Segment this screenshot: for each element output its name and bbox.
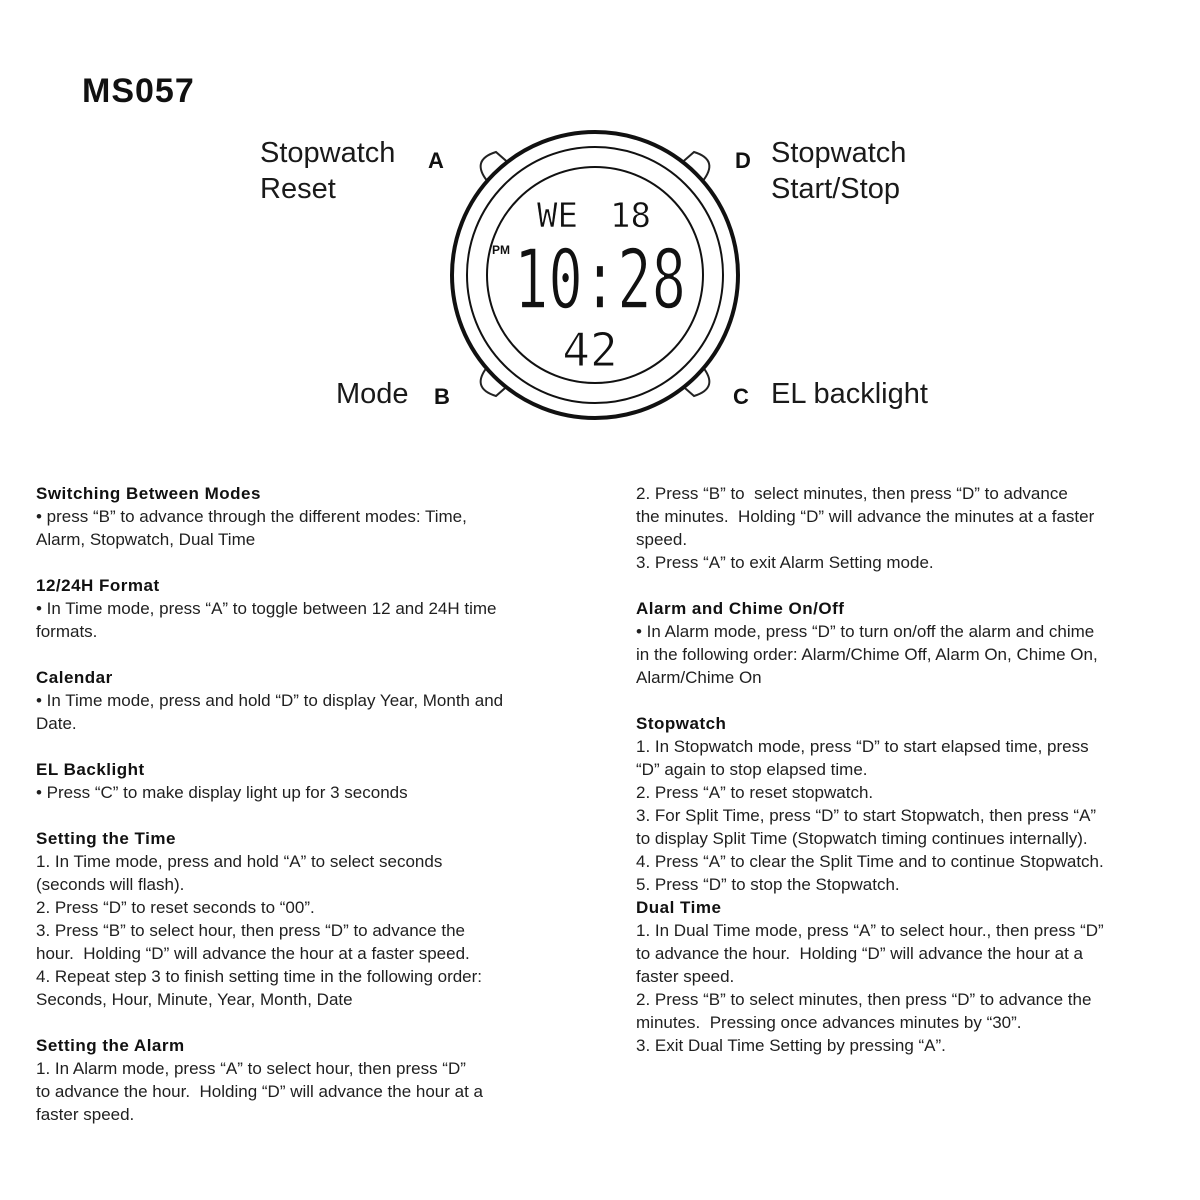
instruction-line: 3. Press “B” to select hour, then press “D” to advance the xyxy=(36,921,465,940)
watch-diagram xyxy=(440,130,750,420)
section-title: Setting the Time xyxy=(36,829,176,848)
instruction-line: 3. Exit Dual Time Setting by pressing “A”. xyxy=(636,1036,946,1055)
button-d-letter: D xyxy=(735,148,751,173)
instruction-line: to advance the hour. Holding “D” will advance the hour at a xyxy=(36,1082,483,1101)
button-d-label-line1: Stopwatch xyxy=(771,137,907,169)
instruction-line: formats. xyxy=(36,622,98,641)
button-d-label xyxy=(771,135,906,207)
instruction-line: 4. Press “A” to clear the Split Time and to continue Stopwatch. xyxy=(636,852,1104,871)
instruction-line: 1. In Dual Time mode, press “A” to select hour., then press “D” xyxy=(636,921,1104,940)
display-time: 10:28 xyxy=(514,233,686,328)
instruction-line: “D” again to stop elapsed time. xyxy=(636,760,868,779)
instruction-section xyxy=(36,666,576,735)
section-title: Calendar xyxy=(36,668,113,687)
instruction-section xyxy=(36,1034,576,1126)
instructions-left-column xyxy=(36,482,576,1149)
instruction-line: 2. Press “D” to reset seconds to “00”. xyxy=(36,898,315,917)
instruction-line: 1. In Stopwatch mode, press “D” to start elapsed time, press xyxy=(636,737,1089,756)
button-d-label-line2: Start/Stop xyxy=(771,173,900,205)
instruction-line: the minutes. Holding “D” will advance the minutes at a faster xyxy=(636,507,1095,526)
instruction-section xyxy=(636,896,1176,1057)
instruction-section xyxy=(36,827,576,1011)
instruction-line: faster speed. xyxy=(636,967,735,986)
instruction-line: 4. Repeat step 3 to finish setting time in the following order: xyxy=(36,967,483,986)
instruction-line: hour. Holding “D” will advance the hour at a faster speed. xyxy=(36,944,470,963)
instructions-right-column xyxy=(636,482,1176,1080)
display-date: 18 xyxy=(610,196,651,236)
instruction-line: Date. xyxy=(36,714,77,733)
instruction-line: minutes. Pressing once advances minutes by “30”. xyxy=(636,1013,1022,1032)
instruction-line: • In Alarm mode, press “D” to turn on/off the alarm and chime xyxy=(636,622,1095,641)
section-title: Setting the Alarm xyxy=(36,1036,185,1055)
button-a-label-line1: Stopwatch xyxy=(260,137,396,169)
instruction-line: • Press “C” to make display light up for 3 seconds xyxy=(36,783,408,802)
button-a-label xyxy=(260,135,395,207)
instruction-section xyxy=(36,758,576,804)
button-c-label: EL backlight xyxy=(771,378,928,410)
instruction-line: Alarm, Stopwatch, Dual Time xyxy=(36,530,256,549)
instruction-line: 5. Press “D” to stop the Stopwatch. xyxy=(636,875,900,894)
instruction-section xyxy=(636,597,1176,689)
button-a-letter: A xyxy=(428,148,444,173)
section-title: Stopwatch xyxy=(636,714,727,733)
section-title: Dual Time xyxy=(636,898,722,917)
instruction-section xyxy=(36,482,576,551)
instruction-line: • press “B” to advance through the different modes: Time, xyxy=(36,507,467,526)
instruction-line: to advance the hour. Holding “D” will advance the hour at a xyxy=(636,944,1083,963)
instruction-line: Alarm/Chime On xyxy=(636,668,762,687)
section-title: 12/24H Format xyxy=(36,576,160,595)
instruction-line: 1. In Time mode, press and hold “A” to select seconds xyxy=(36,852,443,871)
instruction-line: 2. Press “B” to select minutes, then press “D” to advance xyxy=(636,484,1068,503)
instruction-section xyxy=(36,574,576,643)
button-b-letter: B xyxy=(434,384,450,409)
instruction-line: 1. In Alarm mode, press “A” to select hour, then press “D” xyxy=(36,1059,466,1078)
button-b-label: Mode xyxy=(336,378,409,410)
section-title: Switching Between Modes xyxy=(36,484,261,503)
instruction-section xyxy=(636,712,1176,896)
instruction-line: in the following order: Alarm/Chime Off, Alarm On, Chime On, xyxy=(636,645,1098,664)
instruction-line: 3. Press “A” to exit Alarm Setting mode. xyxy=(636,553,934,572)
section-title: EL Backlight xyxy=(36,760,145,779)
display-day: WE xyxy=(537,196,578,236)
instruction-line: Seconds, Hour, Minute, Year, Month, Date xyxy=(36,990,353,1009)
button-c-letter: C xyxy=(733,384,749,409)
instruction-line: • In Time mode, press “A” to toggle between 12 and 24H time xyxy=(36,599,497,618)
instruction-line: to display Split Time (Stopwatch timing continues internally). xyxy=(636,829,1088,848)
instruction-line: (seconds will flash). xyxy=(36,875,185,894)
instruction-line: • In Time mode, press and hold “D” to display Year, Month and xyxy=(36,691,504,710)
button-a-label-line2: Reset xyxy=(260,173,336,205)
instruction-line: 2. Press “A” to reset stopwatch. xyxy=(636,783,874,802)
display-ampm: PM xyxy=(492,243,510,257)
section-title: Alarm and Chime On/Off xyxy=(636,599,845,618)
instruction-line: speed. xyxy=(636,530,688,549)
instruction-section xyxy=(636,482,1176,574)
instruction-line: 3. For Split Time, press “D” to start Stopwatch, then press “A” xyxy=(636,806,1097,825)
instruction-line: 2. Press “B” to select minutes, then press “D” to advance the xyxy=(636,990,1092,1009)
display-seconds: 42 xyxy=(562,323,618,377)
instruction-line: faster speed. xyxy=(36,1105,135,1124)
model-title: MS057 xyxy=(82,72,195,110)
